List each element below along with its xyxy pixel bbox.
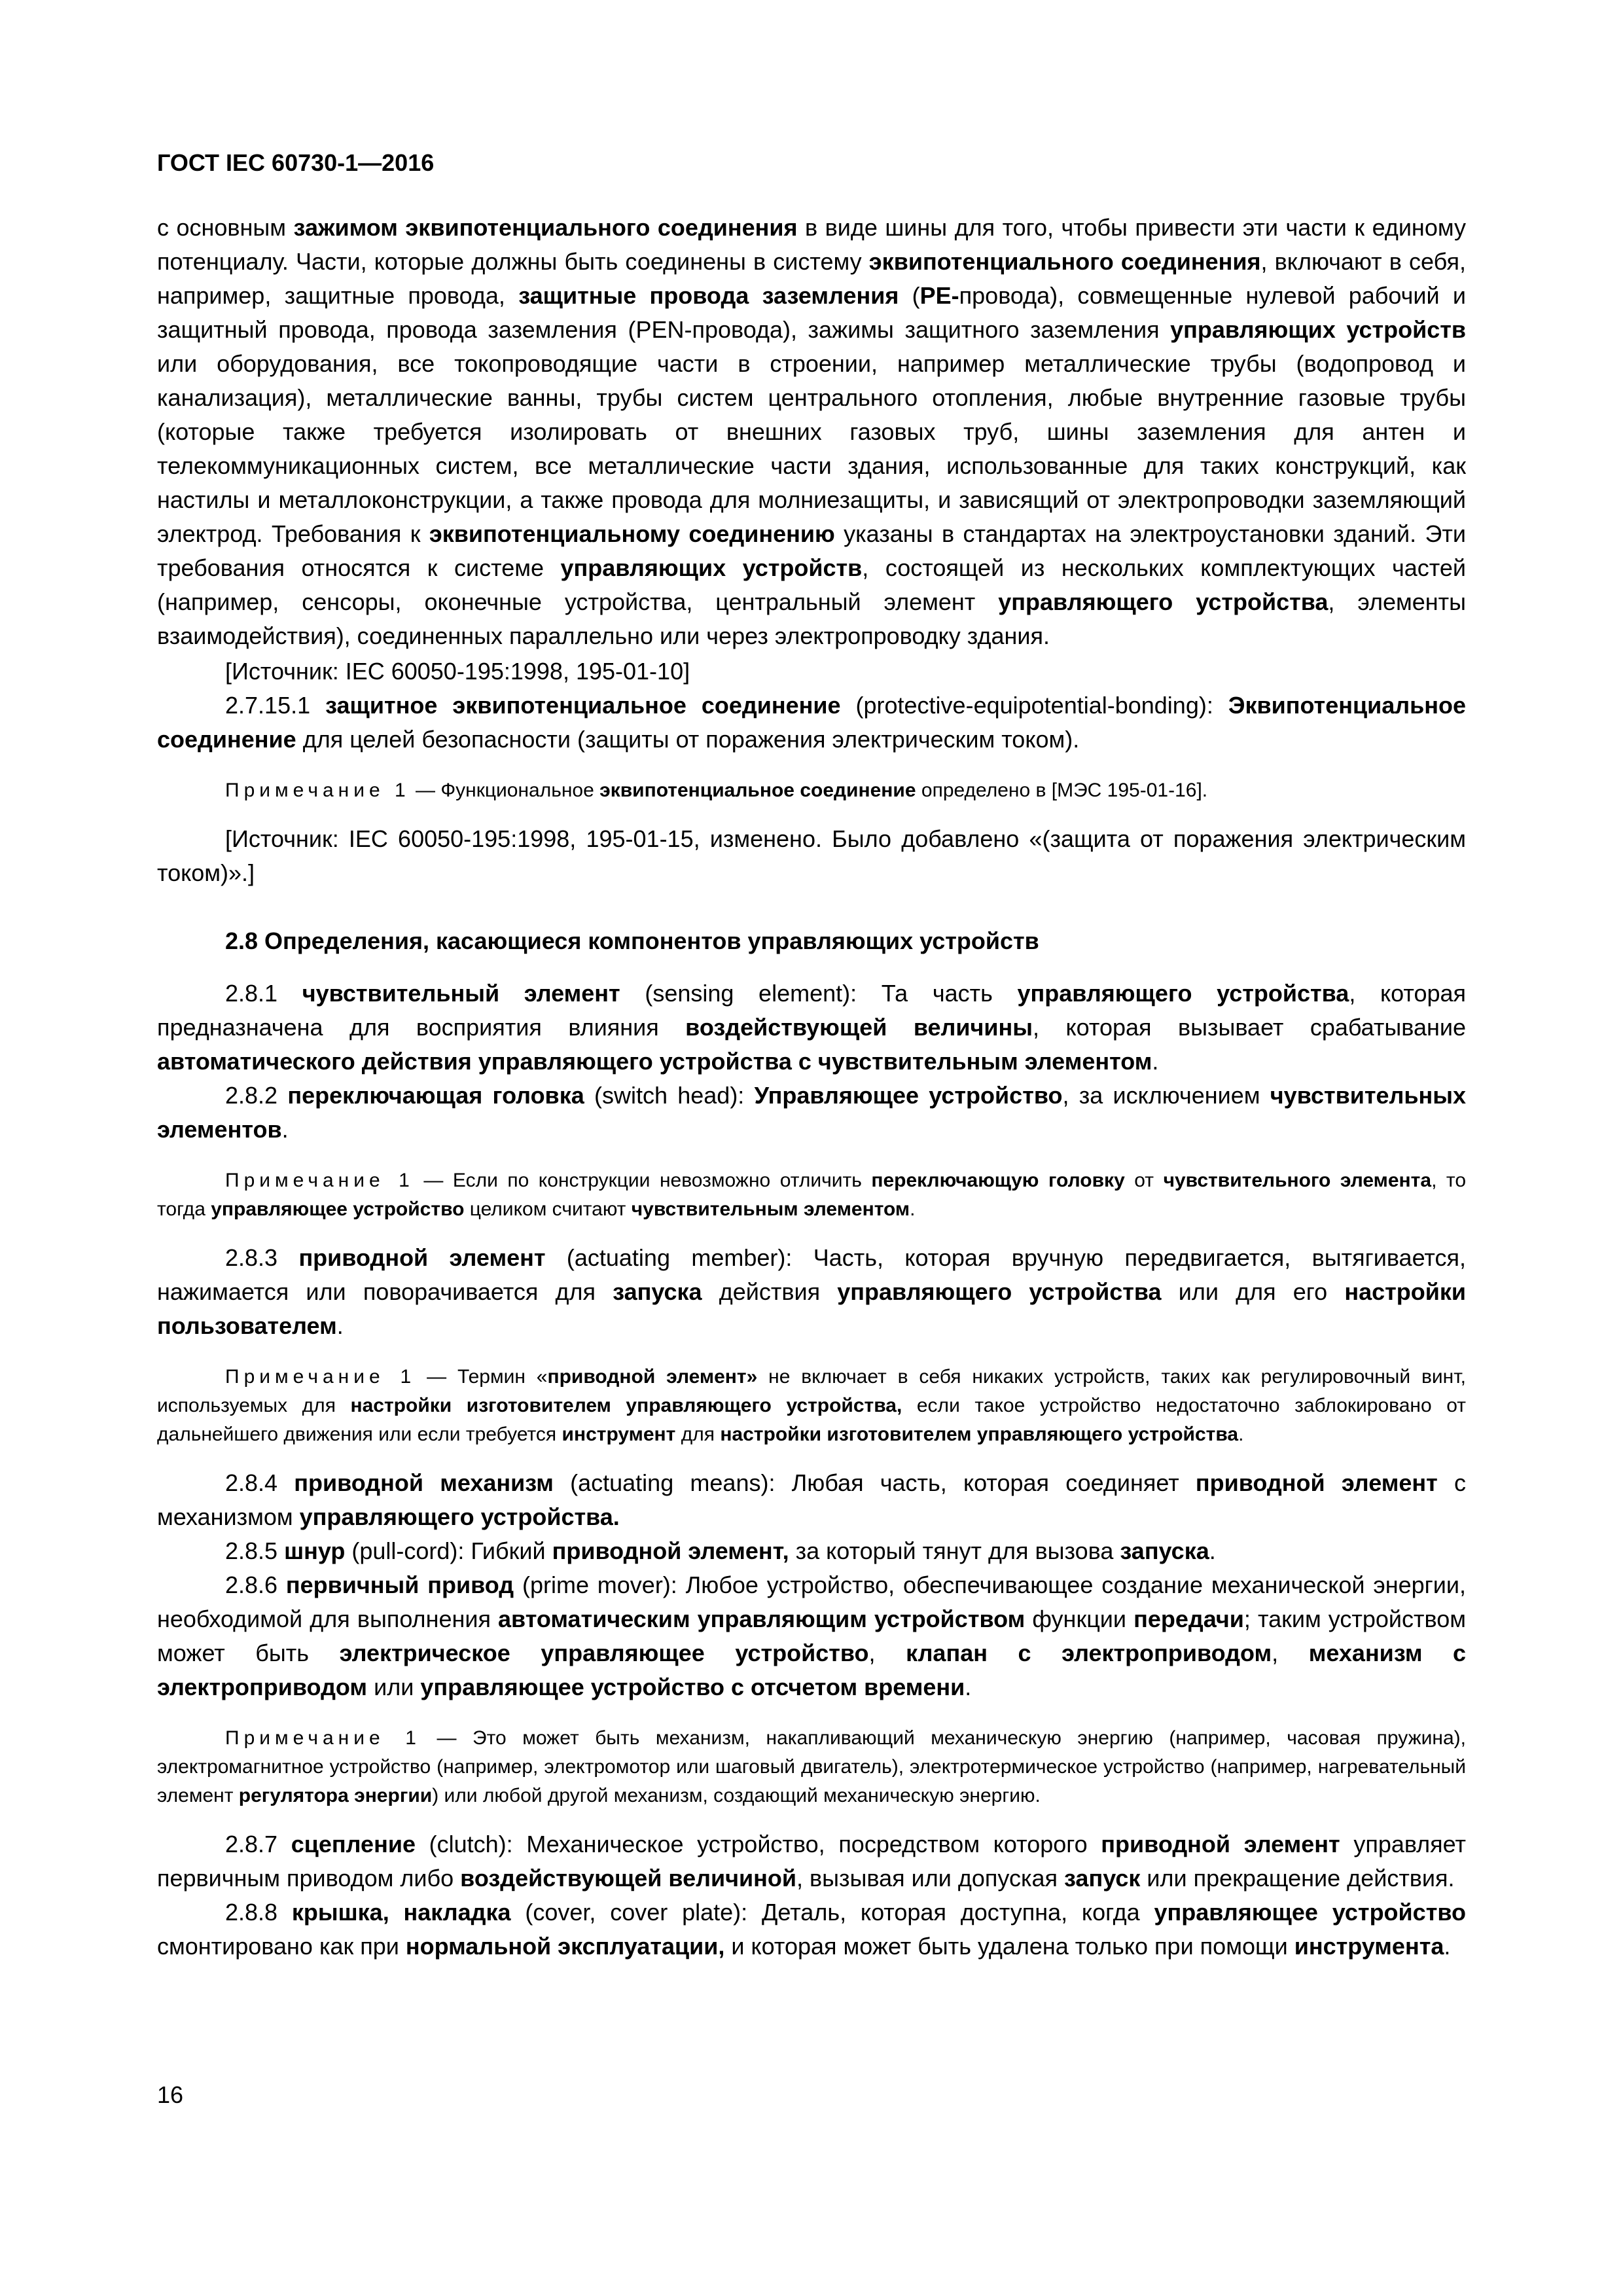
term-bold: эквипотенциальному соединению — [429, 520, 835, 547]
text-run: . — [336, 1312, 344, 1339]
term-bold: регулятора энергии — [238, 1785, 433, 1806]
body-paragraph — [157, 977, 1466, 1079]
text-run: за который тянут для вызова — [789, 1537, 1120, 1564]
text-run: ) или любой другой механизм, создающий механическую энергию. — [432, 1785, 1041, 1806]
note-label: Примечание 1 — [225, 1727, 421, 1749]
text-run: , вызывая или допуская — [796, 1865, 1065, 1892]
term-bold: воздействующей величиной — [460, 1865, 796, 1892]
term-bold: управляющего устройства — [1017, 980, 1349, 1007]
term-bold: чувствительный элемент — [302, 980, 620, 1007]
text-run: (actuating member): Часть, которая вручную передвигается, вытягивается, нажимается или поворачивается для — [157, 1244, 1466, 1305]
text-run: (protective-equipotential-bonding): — [840, 692, 1228, 719]
term-bold: защитные провода заземления — [518, 282, 899, 309]
text-run: , состоящей из нескольких комплектующих частей (например, сенсоры, оконечные устройства, центральный элемент — [157, 554, 1467, 615]
term-bold: шнур — [284, 1537, 346, 1564]
term-bold: приводной элемент» — [547, 1366, 758, 1388]
term-bold: зажимом эквипотенциального соединения — [293, 214, 798, 241]
text-run: , которая вызывает срабатывание — [1033, 1014, 1467, 1041]
text-run: (pull-cord): Гибкий — [345, 1537, 552, 1564]
term-bold: управляющее устройство — [1154, 1899, 1466, 1926]
text-run: целиком считают — [464, 1198, 632, 1220]
text-run: — Функциональное — [410, 780, 600, 801]
term-bold: передачи — [1133, 1605, 1244, 1632]
text-run: , которая предназначена для восприятия влияния — [157, 980, 1467, 1041]
document-page — [157, 149, 1466, 1964]
section-heading — [157, 924, 1466, 958]
term-bold: чувствительного элемента — [1163, 1170, 1432, 1191]
term-bold: защитное эквипотенциальное соединение — [325, 692, 841, 719]
document-header: ГОСТ IEC 60730-1—2016 — [157, 149, 435, 176]
term-bold: управляющих устройств — [560, 554, 863, 581]
text-run: 2.8.6 — [225, 1571, 286, 1598]
text-run: , элементы взаимодействия), соединенных параллельно или через электропроводку здания. — [157, 588, 1467, 649]
text-run: . — [1238, 1424, 1244, 1445]
term-bold: управляющее устройство с отсчетом времени — [420, 1674, 965, 1700]
text-run: в виде шины для того, чтобы привести эти части к единому потенциалу. Части, которые должны быть соединены в систему — [157, 214, 1466, 275]
body-paragraph — [157, 1466, 1466, 1534]
text-run: 2.8 Определения, касающиеся компонентов управляющих устройств — [225, 927, 1039, 954]
text-run: (actuating means): Любая часть, которая соединяет — [553, 1469, 1196, 1496]
text-run: [Источник: IEC 60050-195:1998, 195-01-15, изменено. Было добавлено «(защита от поражения электрическим током)».] — [157, 825, 1466, 886]
body-paragraph — [157, 655, 1466, 689]
text-run: от — [1124, 1170, 1164, 1191]
text-run: . — [1444, 1933, 1451, 1960]
term-bold: автоматическим управляющим устройством — [498, 1605, 1026, 1632]
term-bold: сцепление — [291, 1831, 416, 1857]
body-paragraph — [157, 1568, 1466, 1704]
text-run: управляет первичным приводом либо — [157, 1831, 1466, 1892]
text-run: или — [367, 1674, 421, 1700]
document-body — [157, 211, 1466, 1964]
text-run: (sensing element): Та часть — [620, 980, 1018, 1007]
text-run: ( — [899, 282, 920, 309]
body-paragraph — [157, 1895, 1466, 1964]
text-run: 2.8.7 — [225, 1831, 291, 1857]
text-run: 2.7.15.1 — [225, 692, 326, 719]
term-bold: настройки изготовителем управляющего устройства — [720, 1424, 1239, 1445]
term-bold: клапан с электроприводом — [906, 1640, 1272, 1666]
term-bold: настройки изготовителем управляющего устройства, — [350, 1395, 902, 1416]
text-run: . — [1209, 1537, 1216, 1564]
body-paragraph — [157, 689, 1466, 757]
text-run: и которая может быть удалена только при помощи — [724, 1933, 1294, 1960]
term-bold: управляющего устройства — [998, 588, 1329, 615]
term-bold: приводной элемент, — [552, 1537, 789, 1564]
note-label: Примечание 1 — [225, 780, 410, 801]
text-run: 2.8.3 — [225, 1244, 299, 1271]
term-bold: крышка, накладка — [291, 1899, 511, 1926]
term-bold: запуска — [613, 1278, 702, 1305]
term-bold: первичный привод — [285, 1571, 514, 1598]
note-label: Примечание 1 — [225, 1366, 416, 1388]
text-run: смонтировано как при — [157, 1933, 406, 1960]
text-run: — Это может быть механизм, накапливающий механическую энергию (например, часовая пружина), электромагнитное устройство (например, электромотор или шаговый двигатель), электротермическое устройство (например, нагревательный элемент — [157, 1727, 1466, 1806]
term-bold: приводной механизм — [294, 1469, 554, 1496]
body-paragraph — [157, 1079, 1466, 1147]
text-run: провода), совмещенные нулевой рабочий и защитный провода, провода заземления (PEN-провода), зажимы защитного заземления — [157, 282, 1467, 343]
term-bold: переключающая головка — [287, 1082, 584, 1109]
term-bold: управляющих устройств — [1170, 316, 1466, 343]
text-run: указаны в стандартах на электроустановки зданий. Эти требования относятся к системе — [157, 520, 1466, 581]
text-run: для — [675, 1424, 721, 1445]
term-bold: инструмента — [1294, 1933, 1444, 1960]
term-bold: чувствительным элементом — [631, 1198, 910, 1220]
term-bold: PE- — [919, 282, 959, 309]
body-paragraph — [157, 1827, 1466, 1895]
term-bold: воздействующей величины — [685, 1014, 1033, 1041]
body-paragraph — [157, 1241, 1466, 1343]
text-run: или оборудования, все токопроводящие части в строении, например металлические трубы (водопровод и канализация), металлические ванны, трубы систем центрального отопления, любые внутренние газовые трубы (которые также требуется изолировать от внешних газовых труб, шины заземления для антен и телекоммуникационных систем, все металлические части здания, использованные для таких конструкций, как настилы и металлоконструкции, а также провода для молниезащиты, и зависящий от электропроводки заземляющий электрод. Требования к — [157, 350, 1466, 547]
text-run: 2.8.1 — [225, 980, 302, 1007]
term-bold: управляющее устройство — [211, 1198, 465, 1220]
note-label: Примечание 1 — [225, 1170, 414, 1191]
term-bold: электрическое управляющее устройство — [339, 1640, 869, 1666]
term-bold: управляющего устройства. — [299, 1503, 620, 1530]
text-run: если такое устройство недостаточно заблокировано от дальнейшего движения или если требуется — [157, 1395, 1466, 1445]
note-paragraph — [157, 1166, 1466, 1224]
text-run: 2.8.2 — [225, 1082, 288, 1109]
note-paragraph — [157, 1363, 1466, 1449]
text-run: функции — [1025, 1605, 1134, 1632]
text-run: (prime mover): Любое устройство, обеспечивающее создание механической энергии, необходимой для выполнения — [157, 1571, 1466, 1632]
text-run: . — [965, 1674, 972, 1700]
text-run: (clutch): Механическое устройство, посредством которого — [415, 1831, 1101, 1857]
term-bold: переключающую головку — [871, 1170, 1125, 1191]
term-bold: чувствительных элементов — [157, 1082, 1467, 1143]
term-bold: автоматического действия управляющего устройства с чувствительным элементом — [157, 1048, 1152, 1075]
text-run: 2.8.4 — [225, 1469, 294, 1496]
body-paragraph — [157, 211, 1466, 653]
text-run: — Если по конструкции невозможно отличить — [414, 1170, 872, 1191]
term-bold: эквипотенциальное соединение — [599, 780, 916, 801]
text-run: [Источник: IEC 60050-195:1998, 195-01-10] — [225, 658, 690, 685]
term-bold: запуск — [1064, 1865, 1141, 1892]
body-paragraph — [157, 822, 1466, 890]
text-run: , за исключением — [1062, 1082, 1270, 1109]
text-run: , — [868, 1640, 906, 1666]
text-run: или для его — [1161, 1278, 1345, 1305]
text-run: ; таким устройством может быть — [157, 1605, 1466, 1666]
text-run: — Термин « — [416, 1366, 548, 1388]
text-run: с основным — [157, 214, 294, 241]
text-run: определено в [МЭС 195-01-16]. — [916, 780, 1208, 801]
text-run: , то тогда — [157, 1170, 1467, 1220]
text-run: действия — [702, 1278, 838, 1305]
text-run: . — [281, 1116, 289, 1143]
text-run: (cover, cover plate): Деталь, которая доступна, когда — [510, 1899, 1154, 1926]
term-bold: Эквипотенциальное соединение — [157, 692, 1466, 753]
term-bold: запуска — [1120, 1537, 1209, 1564]
text-run: , — [1272, 1640, 1309, 1666]
text-run: 2.8.5 — [225, 1537, 285, 1564]
term-bold: приводной элемент — [1195, 1469, 1438, 1496]
body-paragraph — [157, 1534, 1466, 1568]
text-run: . — [1152, 1048, 1159, 1075]
note-paragraph — [157, 1724, 1466, 1810]
term-bold: приводной элемент — [1101, 1831, 1340, 1857]
note-paragraph — [157, 776, 1466, 805]
text-run: . — [910, 1198, 916, 1220]
term-bold: приводной элемент — [298, 1244, 546, 1271]
term-bold: управляющего устройства — [837, 1278, 1162, 1305]
term-bold: настройки пользователем — [157, 1278, 1467, 1339]
term-bold: эквипотенциального соединения — [868, 248, 1261, 275]
text-run: для целей безопасности (защиты от поражения электрическим током). — [296, 726, 1080, 753]
term-bold: нормальной эксплуатации, — [405, 1933, 725, 1960]
term-bold: инструмент — [562, 1424, 676, 1445]
page-number: 16 — [157, 2081, 184, 2108]
text-run: , включают в себя, например, защитные провода, — [157, 248, 1467, 309]
term-bold: механизм с электроприводом — [157, 1640, 1467, 1700]
text-run: (switch head): — [584, 1082, 755, 1109]
term-bold: Управляющее устройство — [754, 1082, 1063, 1109]
text-run: или прекращение действия. — [1140, 1865, 1455, 1892]
text-run: с механизмом — [157, 1469, 1466, 1530]
text-run: не включает в себя никаких устройств, таких как регулировочный винт, используемых для — [157, 1366, 1466, 1416]
text-run: 2.8.8 — [225, 1899, 292, 1926]
